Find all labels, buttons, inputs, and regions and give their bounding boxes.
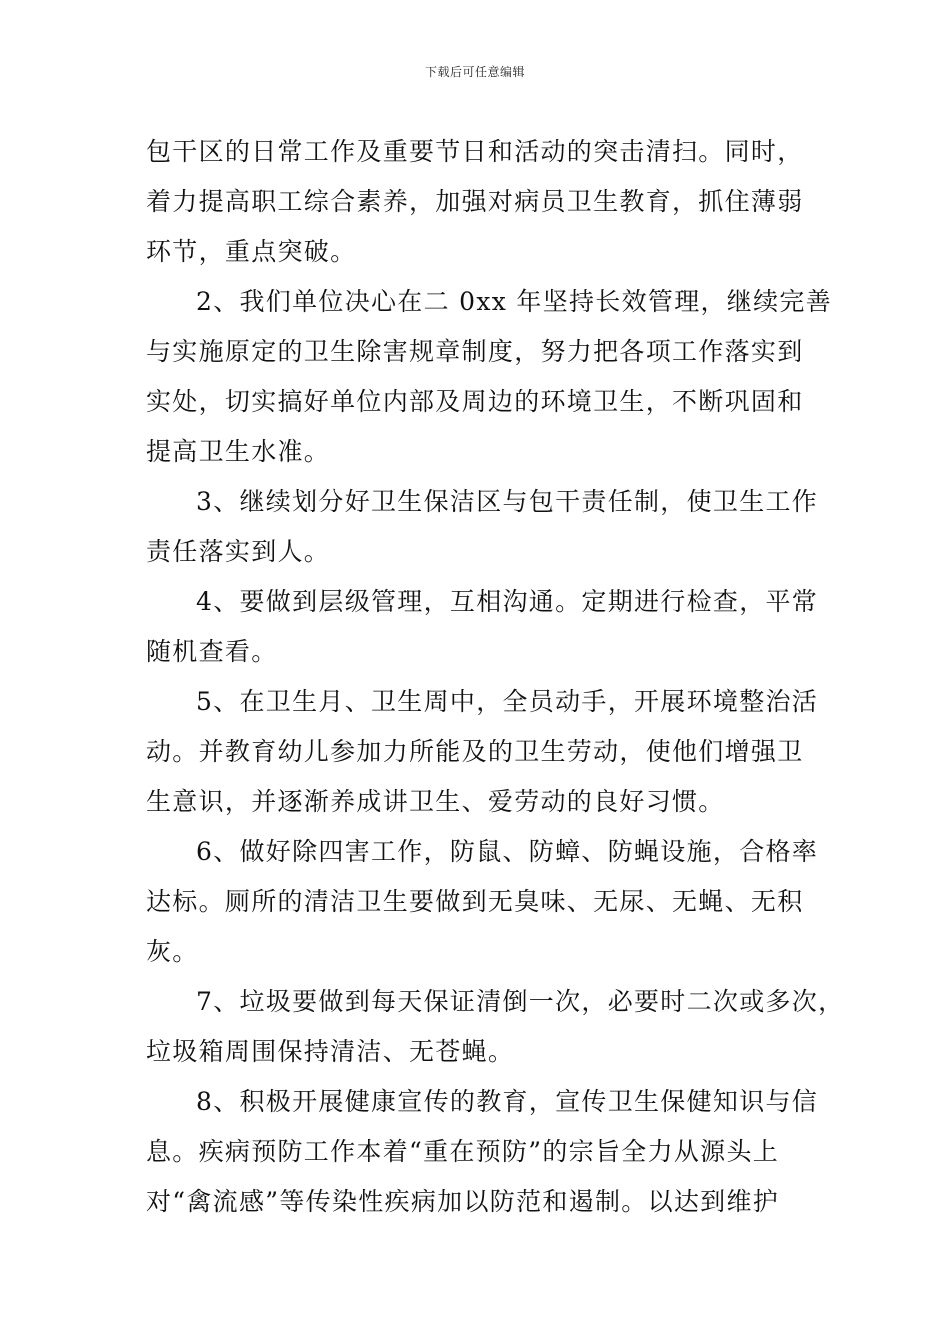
text-line: 6、做好除四害工作，防鼠、防蟑、防蝇设施，合格率 [196,837,819,866]
text-line: 随机查看。 [146,637,278,666]
text-line: 8、积极开展健康宣传的教育，宣传卫生保健知识与信 [196,1087,819,1116]
text-line: 着力提高职工综合素养，加强对病员卫生教育，抓住薄弱 [146,187,804,216]
text-line: 垃圾箱周围保持清洁、无苍蝇。 [146,1037,515,1066]
paragraph-item-3 [146,477,819,577]
text-line: 息。疾病预防工作本着“重在预防”的宗旨全力从源头上 [146,1137,780,1166]
text-line: 动。并教育幼儿参加力所能及的卫生劳动，使他们增强卫 [146,737,804,766]
paragraph-item-8 [146,1077,819,1227]
paragraph-item-2 [146,277,833,477]
paragraph-item-5 [146,677,819,827]
text-line: 实处，切实搞好单位内部及周边的环境卫生，不断巩固和 [146,387,804,416]
paragraph-item-7 [146,977,845,1077]
text-line: 包干区的日常工作及重要节日和活动的突击清扫。同时， [146,137,804,166]
text-line: 3、继续划分好卫生保洁区与包干责任制，使卫生工作 [196,487,819,516]
text-line: 5、在卫生月、卫生周中，全员动手，开展环境整治活 [196,687,819,716]
text-line: 4、要做到层级管理，互相沟通。定期进行检查，平常 [196,587,819,616]
text-line: 责任落实到人。 [146,537,331,566]
text-line: 2、我们单位决心在二 0xx 年坚持长效管理，继续完善 [196,287,833,316]
paragraph-item-4 [146,577,819,677]
paragraph-continuation [146,127,816,277]
text-line: 达标。厕所的清洁卫生要做到无臭味、无尿、无蝇、无积 [146,887,804,916]
text-line: 生意识，并逐渐养成讲卫生、爱劳动的良好习惯。 [146,787,725,816]
paragraph-item-6 [146,827,819,977]
text-line: 与实施原定的卫生除害规章制度，努力把各项工作落实到 [146,337,804,366]
text-line: 7、垃圾要做到每天保证清倒一次，必要时二次或多次， [196,987,845,1016]
text-line: 环节，重点突破。 [146,237,357,266]
page-header-note: 下载后可任意编辑 [424,65,525,79]
text-line: 对“禽流感”等传染性疾病加以防范和遏制。以达到维护 [146,1187,780,1216]
text-line: 灰。 [146,937,199,966]
document-body [146,127,845,1227]
text-line: 提高卫生水准。 [146,437,331,466]
